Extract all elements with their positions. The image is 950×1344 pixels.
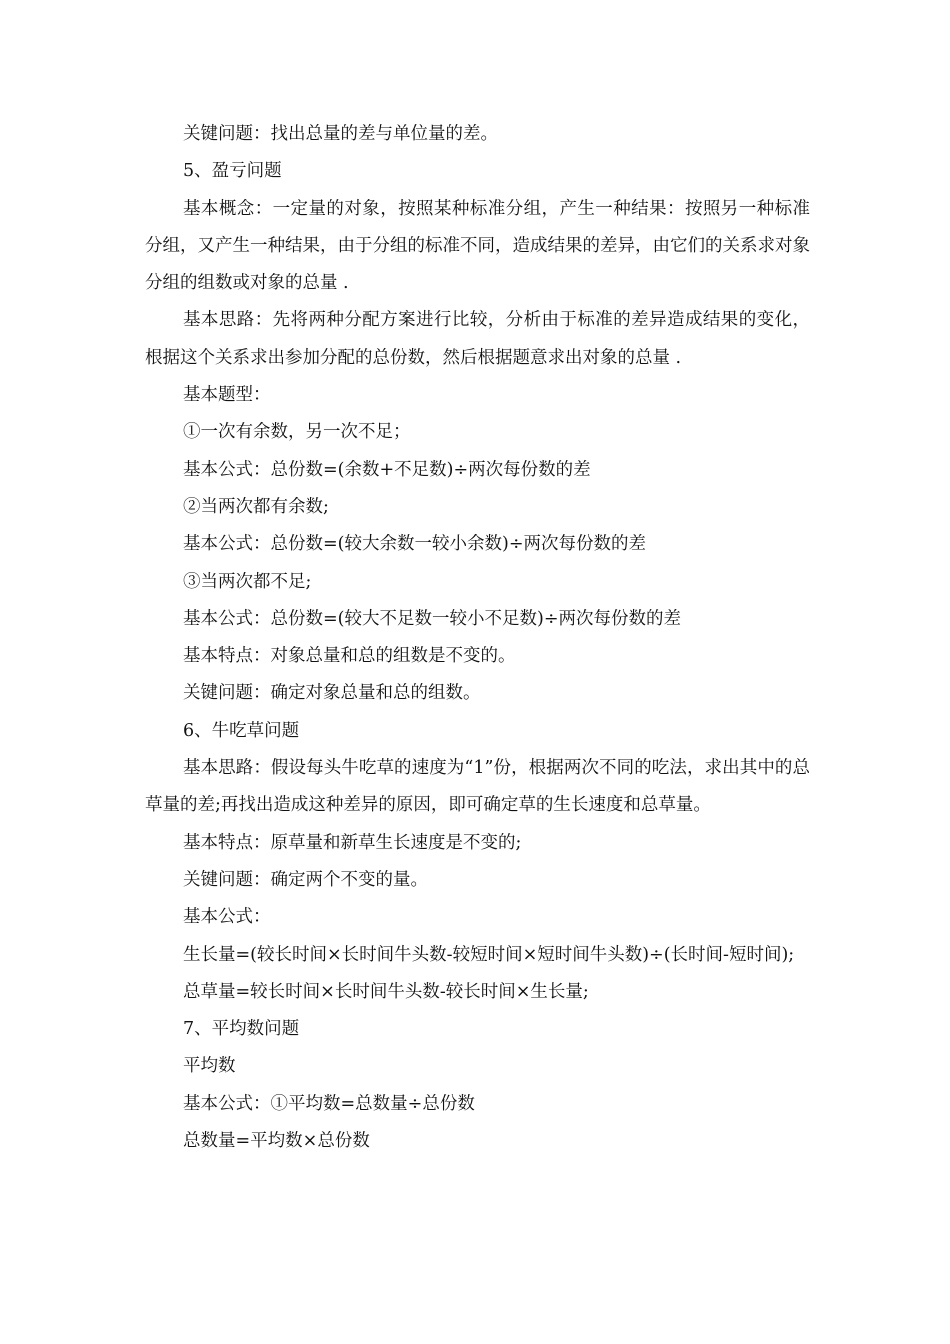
paragraph-total-quantity-formula: 总数量=平均数×总份数: [183, 1131, 370, 1152]
paragraph-formula-3: 基本公式：总份数=(较大不足数一较小不足数)÷两次每份数的差: [183, 608, 681, 629]
paragraph-average-formula: 基本公式：①平均数=总数量÷总份数: [183, 1093, 475, 1114]
paragraph-type-1: ①一次有余数，另一次不足；: [183, 422, 411, 443]
paragraph-cow-features: 基本特点：原草量和新草生长速度是不变的;: [183, 832, 522, 853]
paragraph-type-2: ②当两次都有余数;: [183, 496, 329, 517]
heading-average-problem: 7、平均数问题: [183, 1019, 300, 1040]
paragraph-cow-formula-label: 基本公式：: [183, 907, 271, 928]
paragraph-formula-2: 基本公式：总份数=(较大余数一较小余数)÷两次每份数的差: [183, 534, 646, 555]
paragraph-basic-types: 基本题型：: [183, 385, 271, 406]
document-body: [145, 116, 810, 1160]
paragraph-key-problem-1: 关键问题：找出总量的差与单位量的差。: [183, 124, 498, 144]
paragraph-key-problem-2: 关键问题：确定对象总量和总的组数。: [183, 683, 481, 704]
paragraph-basic-approach: 基本思路：先将两种分配方案进行比较，分析由于标准的差异造成结果的变化，根据这个关系求出参加分配的总份数，然后根据题意求出对象的总量 .: [145, 310, 810, 368]
paragraph-cow-key-problem: 关键问题：确定两个不变的量。: [183, 869, 428, 890]
paragraph-cow-approach: 基本思路：假设每头牛吃草的速度为“1”份，根据两次不同的吃法，求出其中的总草量的差;再找出造成这种差异的原因，即可确定草的生长速度和总草量。: [145, 758, 810, 816]
paragraph-total-grass-formula: 总草量=较长时间×长时间牛头数-较长时间×生长量;: [183, 981, 589, 1002]
paragraph-growth-formula: 生长量=(较长时间×长时间牛头数-较短时间×短时间牛头数)÷(长时间-短时间);: [183, 944, 795, 965]
heading-cow-grass-problem: 6、牛吃草问题: [183, 720, 300, 741]
paragraph-type-3: ③当两次都不足;: [183, 571, 312, 592]
heading-surplus-deficit-problem: 5、盈亏问题: [183, 161, 282, 182]
paragraph-basic-concept: 基本概念：一定量的对象，按照某种标准分组，产生一种结果：按照另一种标准分组，又产生一种结果，由于分组的标准不同，造成结果的差异，由它们的关系求对象分组的组数或对象的总量 .: [145, 198, 810, 294]
paragraph-average-label: 平均数: [183, 1056, 236, 1077]
paragraph-basic-features: 基本特点：对象总量和总的组数是不变的。: [183, 646, 516, 667]
paragraph-formula-1: 基本公式：总份数=(余数+不足数)÷两次每份数的差: [183, 459, 591, 480]
